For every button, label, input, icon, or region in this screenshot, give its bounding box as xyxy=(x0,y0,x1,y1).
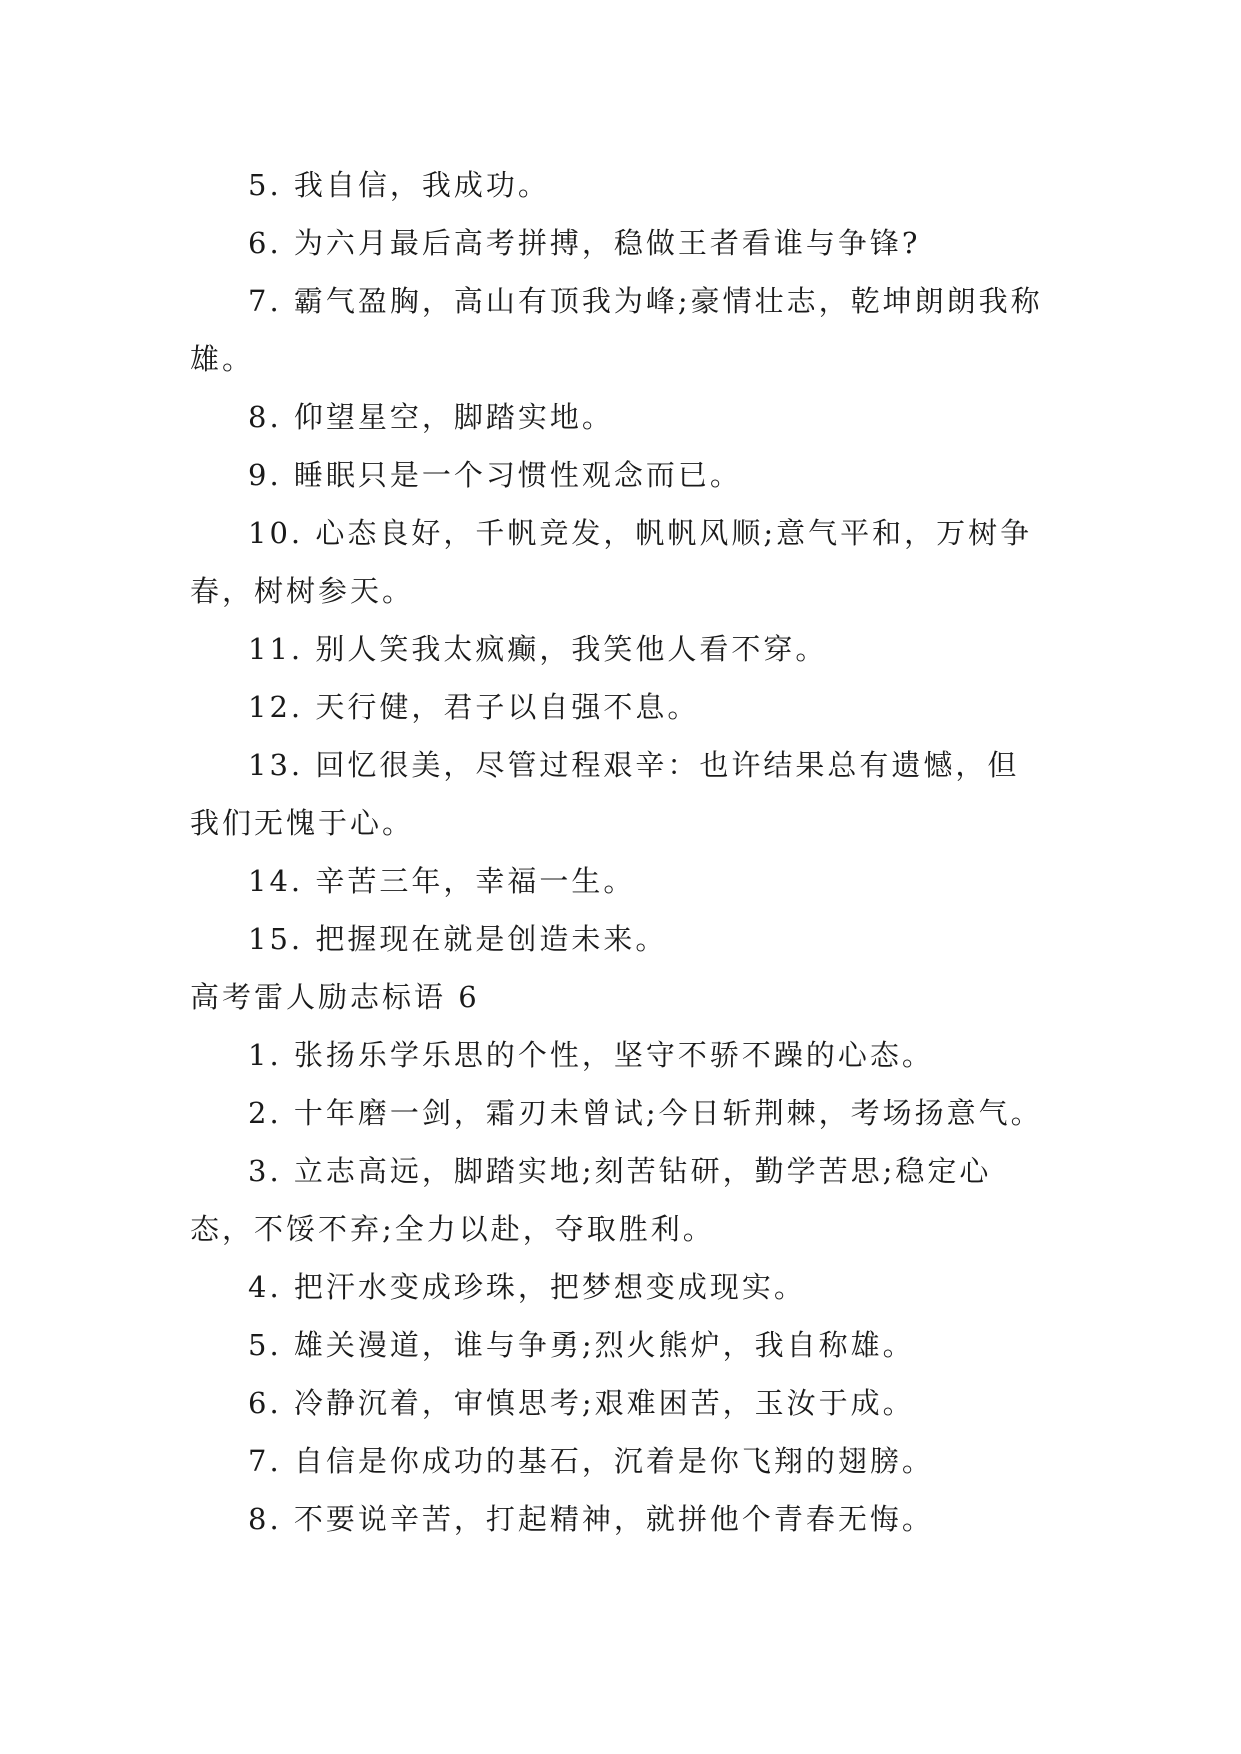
slogan-item: 2. 十年磨一剑，霜刃未曾试;今日斩荆棘，考场扬意气。 xyxy=(248,1096,1043,1130)
slogan-item: 6. 冷静沉着，审慎思考;艰难困苦，玉汝于成。 xyxy=(248,1386,915,1420)
slogan-item: 8. 仰望星空，脚踏实地。 xyxy=(248,400,614,434)
slogan-item: 6. 为六月最后高考拼搏，稳做王者看谁与争锋? xyxy=(248,226,921,260)
slogan-item: 10. 心态良好，千帆竞发，帆帆风顺;意气平和，万树争春，树树参天。 xyxy=(190,516,1033,608)
slogan-item: 12. 天行健，君子以自强不息。 xyxy=(248,690,700,724)
document-body xyxy=(190,156,1050,1548)
slogan-item: 5. 我自信，我成功。 xyxy=(248,168,550,202)
slogan-item: 8. 不要说辛苦，打起精神，就拼他个青春无悔。 xyxy=(248,1502,934,1536)
section-heading: 高考雷人励志标语 6 xyxy=(190,980,480,1014)
slogan-item: 14. 辛苦三年，幸福一生。 xyxy=(248,864,636,898)
slogan-item: 15. 把握现在就是创造未来。 xyxy=(248,922,668,956)
slogan-item: 13. 回忆很美，尽管过程艰辛：也许结果总有遗憾，但我们无愧于心。 xyxy=(190,748,1020,840)
slogan-item: 7. 霸气盈胸，高山有顶我为峰;豪情壮志，乾坤朗朗我称雄。 xyxy=(190,284,1043,376)
slogan-item: 4. 把汗水变成珍珠，把梦想变成现实。 xyxy=(248,1270,806,1304)
slogan-item: 1. 张扬乐学乐思的个性，坚守不骄不躁的心态。 xyxy=(248,1038,934,1072)
slogan-item: 9. 睡眠只是一个习惯性观念而已。 xyxy=(248,458,742,492)
slogan-item: 7. 自信是你成功的基石，沉着是你飞翔的翅膀。 xyxy=(248,1444,934,1478)
slogan-item: 5. 雄关漫道，谁与争勇;烈火熊炉，我自称雄。 xyxy=(248,1328,915,1362)
slogan-item: 3. 立志高远，脚踏实地;刻苦钻研，勤学苦思;稳定心态，不馁不弃;全力以赴，夺取胜利。 xyxy=(190,1154,992,1246)
slogan-item: 11. 别人笑我太疯癫，我笑他人看不穿。 xyxy=(248,632,828,666)
